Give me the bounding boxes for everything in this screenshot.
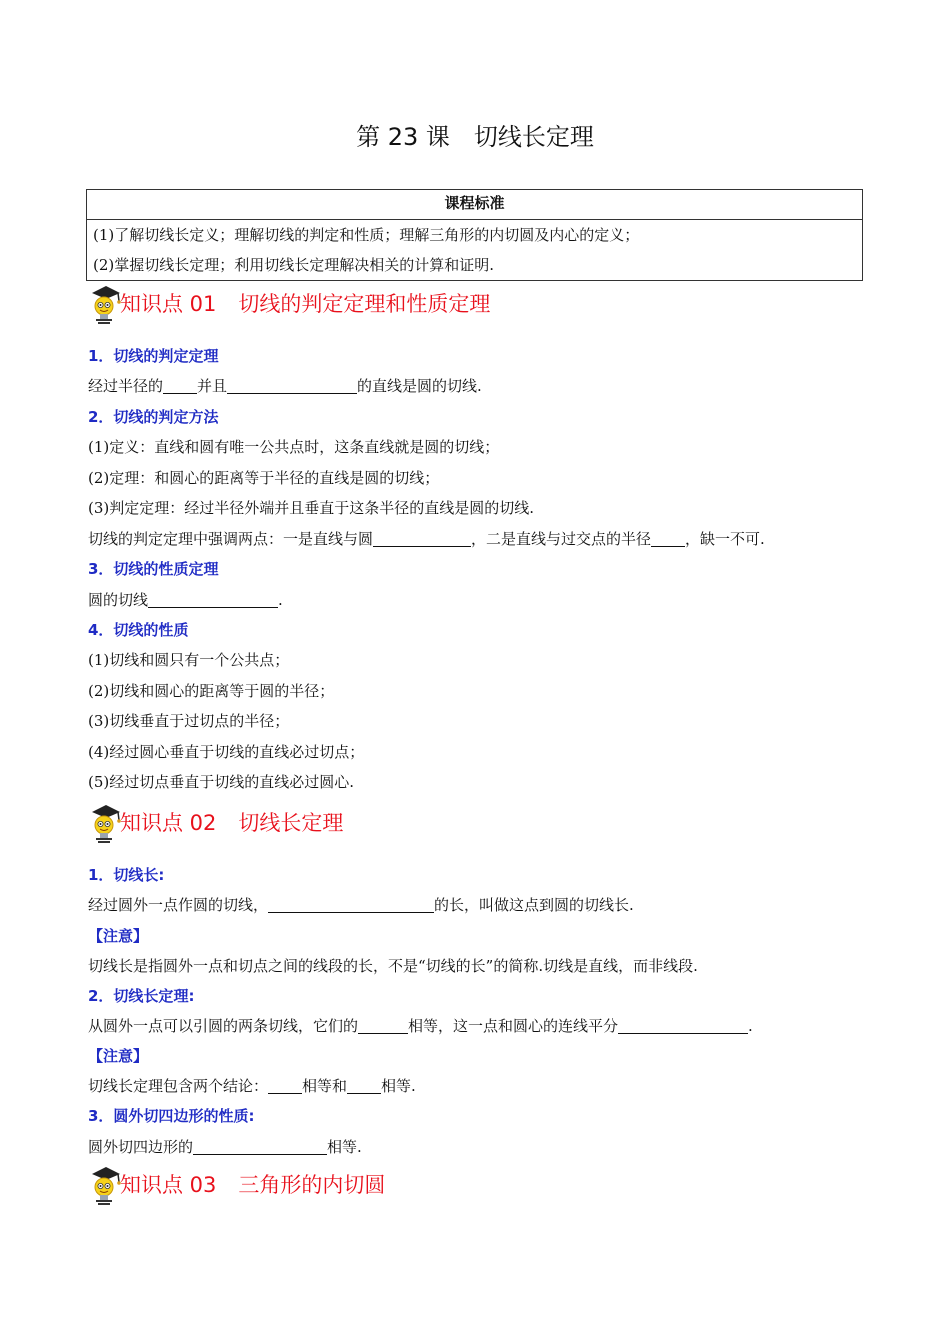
kp2-sub3: 3．圆外切四边形的性质: [88, 1107, 255, 1125]
doctor-bulb-mascot-icon [88, 284, 124, 326]
kp2-tangent-length-def [88, 895, 634, 915]
text: . [278, 591, 283, 609]
fill-blank [618, 1017, 748, 1034]
fill-blank [651, 530, 685, 547]
kp2-theorem [88, 1016, 753, 1036]
text: 从圆外一点可以引圆的两条切线，它们的 [88, 1017, 359, 1035]
text: ，缺一不可. [685, 530, 765, 548]
kp2-note-text: 切线长是指圆外一点和切点之间的线段的长，不是“切线的长”的简称.切线是直线，而非线段. [88, 957, 698, 975]
kp1-method1: (1)定义：直线和圆有唯一公共点时，这条直线就是圆的切线； [88, 438, 500, 456]
kp1-sub1: 1．切线的判定定理 [88, 347, 219, 365]
fill-blank [193, 1138, 327, 1155]
fill-blank [358, 1017, 408, 1034]
fill-blank [268, 1077, 302, 1094]
kp1-sub4: 4．切线的性质 [88, 621, 189, 639]
kp2-label: 知识点 02 [120, 811, 217, 835]
doctor-bulb-mascot-icon [88, 803, 124, 845]
kp1-emphasis [88, 529, 765, 549]
standards-heading: 课程标准 [87, 190, 862, 220]
text: 相等，这一点和圆心的连线平分 [408, 1017, 619, 1035]
fill-blank [347, 1077, 381, 1094]
kp1-name: 切线的判定定理和性质定理 [238, 292, 491, 316]
kp1-prop2: (2)切线和圆心的距离等于圆的半径； [88, 682, 335, 700]
text: 圆的切线 [88, 591, 149, 609]
text: 圆外切四边形的 [88, 1138, 194, 1156]
text: 并且 [197, 377, 228, 395]
kp2-sub1: 1．切线长: [88, 866, 165, 884]
text: 的长，叫做这点到圆的切线长. [434, 896, 634, 914]
kp2-note-2: 【注意】 [88, 1047, 149, 1065]
fill-blank [227, 377, 357, 394]
kp2-note-1: 【注意】 [88, 927, 149, 945]
kp2-sub2: 2．切线长定理: [88, 987, 195, 1005]
text: 切线长定理包含两个结论： [88, 1077, 269, 1095]
text: 经过圆外一点作圆的切线， [88, 896, 269, 914]
kp2-quad-property [88, 1137, 362, 1157]
text: 相等. [381, 1077, 416, 1095]
fill-blank [148, 591, 278, 608]
kp1-line1 [88, 376, 482, 396]
kp3-title [120, 1169, 385, 1199]
text: . [748, 1017, 753, 1035]
fill-blank [373, 530, 471, 547]
kp1-prop1: (1)切线和圆只有一个公共点； [88, 651, 290, 669]
kp1-prop3: (3)切线垂直于过切点的半径； [88, 712, 290, 730]
kp1-sub2: 2．切线的判定方法 [88, 408, 219, 426]
kp1-title [120, 288, 490, 318]
text: ，二是直线与过交点的半径 [471, 530, 652, 548]
course-standards-box [86, 189, 863, 281]
text: 相等. [327, 1138, 362, 1156]
fill-blank [268, 896, 434, 913]
doctor-bulb-mascot-icon [88, 1165, 124, 1207]
text: 切线的判定定理中强调两点：一是直线与圆 [88, 530, 374, 548]
kp1-prop4: (4)经过圆心垂直于切线的直线必过切点； [88, 743, 365, 761]
kp1-label: 知识点 01 [120, 292, 217, 316]
kp1-method3: (3)判定定理：经过半径外端并且垂直于这条半径的直线是圆的切线. [88, 499, 535, 517]
text: 相等和 [302, 1077, 348, 1095]
text: 经过半径的 [88, 377, 164, 395]
standards-line-2: (2)掌握切线长定理；利用切线长定理解决相关的计算和证明. [93, 256, 495, 274]
kp1-prop5: (5)经过切点垂直于切线的直线必过圆心. [88, 773, 355, 791]
page-title: 第 23 课 切线长定理 [356, 123, 594, 151]
kp1-property-theorem [88, 590, 283, 610]
kp3-label: 知识点 03 [120, 1173, 217, 1197]
kp2-name: 切线长定理 [238, 811, 344, 835]
kp2-title [120, 807, 343, 837]
kp1-sub3: 3．切线的性质定理 [88, 560, 219, 578]
kp1-method2: (2)定理：和圆心的距离等于半径的直线是圆的切线； [88, 469, 440, 487]
standards-line-1: (1)了解切线长定义；理解切线的判定和性质；理解三角形的内切圆及内心的定义； [93, 226, 640, 244]
kp3-name: 三角形的内切圆 [238, 1173, 386, 1197]
fill-blank [163, 377, 197, 394]
kp2-two-conclusions [88, 1076, 416, 1096]
text: 的直线是圆的切线. [357, 377, 482, 395]
